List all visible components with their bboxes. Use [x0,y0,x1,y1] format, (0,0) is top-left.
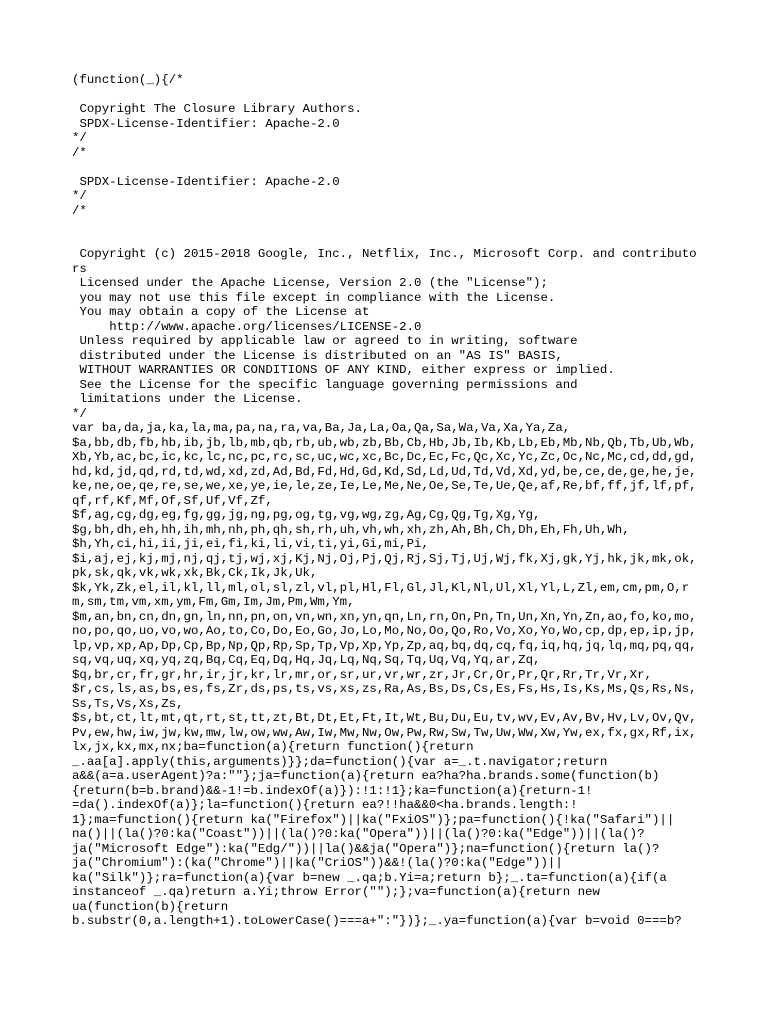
code-line: $h,Yh,ci,hi,ii,ji,ei,fi,ki,li,vi,ti,yi,Gi,mi,Pi, [72,537,429,551]
code-line: distributed under the License is distributed on an "AS IS" BASIS, [72,348,563,363]
code-line: Copyright (c) 2015-2018 Google, Inc., Netflix, Inc., Microsoft Corp. and contributors [72,247,697,276]
code-line: $f,ag,cg,dg,eg,fg,gg,jg,ng,pg,og,tg,vg,wg,zg,Ag,Cg,Qg,Tg,Xg,Yg, [72,508,541,522]
code-line: */ [72,131,87,145]
code-line: ua(function(b){return [72,899,229,914]
code-line: na()||(la()?0:ka("Coast"))||(la()?0:ka("Opera"))||(la()?0:ka("Edge"))||(la()? [72,827,645,841]
code-line: =da().indexOf(a)};la=function(){return ea?!!ha&&0<ha.brands.length:! [72,798,578,812]
source-code-text [72,73,702,929]
code-line: limitations under the License. [72,392,303,406]
code-line: ja("Microsoft Edge"):ka("Edg/"))||la()&&ja("Opera")};na=function(){return la()? [72,841,660,856]
code-line: Copyright The Closure Library Authors. [72,102,362,116]
code-line: http://www.apache.org/licenses/LICENSE-2.0 [72,319,422,334]
code-line: b.substr(0,a.length+1).toLowerCase()===a+":"})};_.ya=function(a){var b=void 0===b? [72,914,682,928]
code-line: you may not use this file except in compliance with the License. [72,290,556,305]
code-line: $i,aj,ej,kj,mj,nj,qj,tj,wj,xj,Kj,Nj,Oj,Pj,Qj,Rj,Sj,Tj,Uj,Wj,fk,Xj,gk,Yj,hk,jk,mk,ok,pk,sk,qk,vk,wk,xk,Bk,Ck,Ik,Jk,Uk, [72,551,697,580]
code-line: $k,Yk,Zk,el,il,kl,ll,ml,ol,sl,zl,vl,pl,Hl,Fl,Gl,Jl,Kl,Nl,Ul,Xl,Yl,L,Zl,em,cm,pm,O,rm,sm,tm,vm,xm,ym,Fm,Gm,Im,Jm,Pm,Wm,Ym, [72,580,690,609]
code-line: SPDX-License-Identifier: Apache-2.0 [72,116,340,131]
code-line: instanceof _.qa)return a.Yi;throw Error("");};va=function(a){return new [72,885,600,899]
code-line: See the License for the specific language governing permissions and [72,377,578,392]
code-line: _.aa[a].apply(this,arguments)}};da=function(){var a=_.t.navigator;return [72,754,608,769]
code-line: 1};ma=function(){return ka("Firefox")||ka("FxiOS")};pa=function(){!ka("Safari")|| [72,812,675,827]
code-line: $g,bh,dh,eh,hh,ih,mh,nh,ph,qh,sh,rh,uh,vh,wh,xh,zh,Ah,Bh,Ch,Dh,Eh,Fh,Uh,Wh, [72,522,630,537]
code-line: ja("Chromium"):(ka("Chrome")||ka("CriOS"))&&!(la()?0:ka("Edge"))|| [72,856,563,870]
code-line: ka("Silk")};ra=function(a){var b=new _.qa;b.Yi=a;return b};_.ta=function(a){if(a [72,870,667,885]
code-line: $m,an,bn,cn,dn,gn,ln,nn,pn,on,vn,wn,xn,yn,qn,Ln,rn,On,Pn,Tn,Un,Xn,Yn,Zn,ao,fo,ko,mo,no,po,qo,uo,vo,wo,Ao,to,Co,Do,Eo,Go,Jo,Lo,Mo,No,Oo,Qo,Ro,Vo,Xo,Yo,Wo,cp,dp,ep,ip,jp,lp,vp,xp,Ap,Dp,Cp,Bp,Np,Qp,Rp,Sp,Tp,Vp,Xp,Yp,Zp,aq,bq,dq,cq,fq,iq,hq,jq,lq,mq,pq,qq,sq,vq,uq,xq,yq,zq,Bq,Cq,Eq,Dq,Hq,Jq,Lq,Nq,Sq,Tq,Uq,Vq,Yq,ar,Zq, [72,609,697,667]
code-line: SPDX-License-Identifier: Apache-2.0 [72,174,340,189]
code-line: /* [72,145,87,160]
code-line: /* [72,203,87,218]
code-line: a&&(a=a.userAgent)?a:""};ja=function(a){return ea?ha?ha.brands.some(function(b) [72,769,660,783]
code-line: $a,bb,db,fb,hb,ib,jb,lb,mb,qb,rb,ub,wb,zb,Bb,Cb,Hb,Jb,Ib,Kb,Lb,Eb,Mb,Nb,Qb,Tb,Ub,Wb,Xb,Yb,ac,bc,ic,kc,lc,nc,pc,rc,sc,uc,wc,xc,Bc,Dc,Ec,Fc,Qc,Xc,Yc,Zc,Oc,Nc,Mc,cd,dd,gd,hd,kd,jd,qd,rd,td,wd,xd,zd,Ad,Bd,Fd,Hd,Gd,Kd,Sd,Ld,Ud,Td,Vd,Xd,yd,be,ce,de,ge,he,je,ke,ne,oe,qe,re,se,we,xe,ye,ie,le,ze,Ie,Le,Me,Ne,Oe,Se,Te,Ue,Qe,af,Re,bf,ff,jf,lf,pf,qf,rf,Kf,Mf,Of,Sf,Uf,Vf,Zf, [72,435,697,508]
code-line: {return(b=b.brand)&&-1!=b.indexOf(a)}):!1:!1};ka=function(a){return-1! [72,783,593,798]
code-line: */ [72,189,87,203]
code-line: Licensed under the Apache License, Version 2.0 (the "License"); [72,276,548,290]
code-line: var ba,da,ja,ka,la,ma,pa,na,ra,va,Ba,Ja,La,Oa,Qa,Sa,Wa,Va,Xa,Ya,Za, [72,421,571,435]
code-line: */ [72,406,87,421]
code-line: $r,cs,ls,as,bs,es,fs,Zr,ds,ps,ts,vs,xs,zs,Ra,As,Bs,Ds,Cs,Es,Fs,Hs,Is,Ks,Ms,Qs,Rs,Ns,Ss,Ts,Vs,Xs,Zs, [72,682,697,711]
code-line: (function(_){/* [72,73,184,87]
code-line: Unless required by applicable law or agreed to in writing, software [72,334,578,348]
code-line: $s,bt,ct,lt,mt,qt,rt,st,tt,zt,Bt,Dt,Et,Ft,It,Wt,Bu,Du,Eu,tv,wv,Ev,Av,Bv,Hv,Lv,Ov,Qv,Pv,ew,hw,iw,jw,kw,mw,lw,ow,ww,Aw,Iw,Mw,Nw,Ow,Pw,Rw,Sw,Tw,Uw,Ww,Xw,Yw,ex,fx,gx,Rf,ix,lx,jx,kx,mx,nx;ba=function(a){return function(){return [72,711,697,754]
code-line: $q,br,cr,fr,gr,hr,ir,jr,kr,lr,mr,or,sr,ur,vr,wr,zr,Jr,Cr,Or,Pr,Qr,Rr,Tr,Vr,Xr, [72,667,652,682]
code-line: You may obtain a copy of the License at [72,305,370,319]
code-line: WITHOUT WARRANTIES OR CONDITIONS OF ANY KIND, either express or implied. [72,363,615,377]
